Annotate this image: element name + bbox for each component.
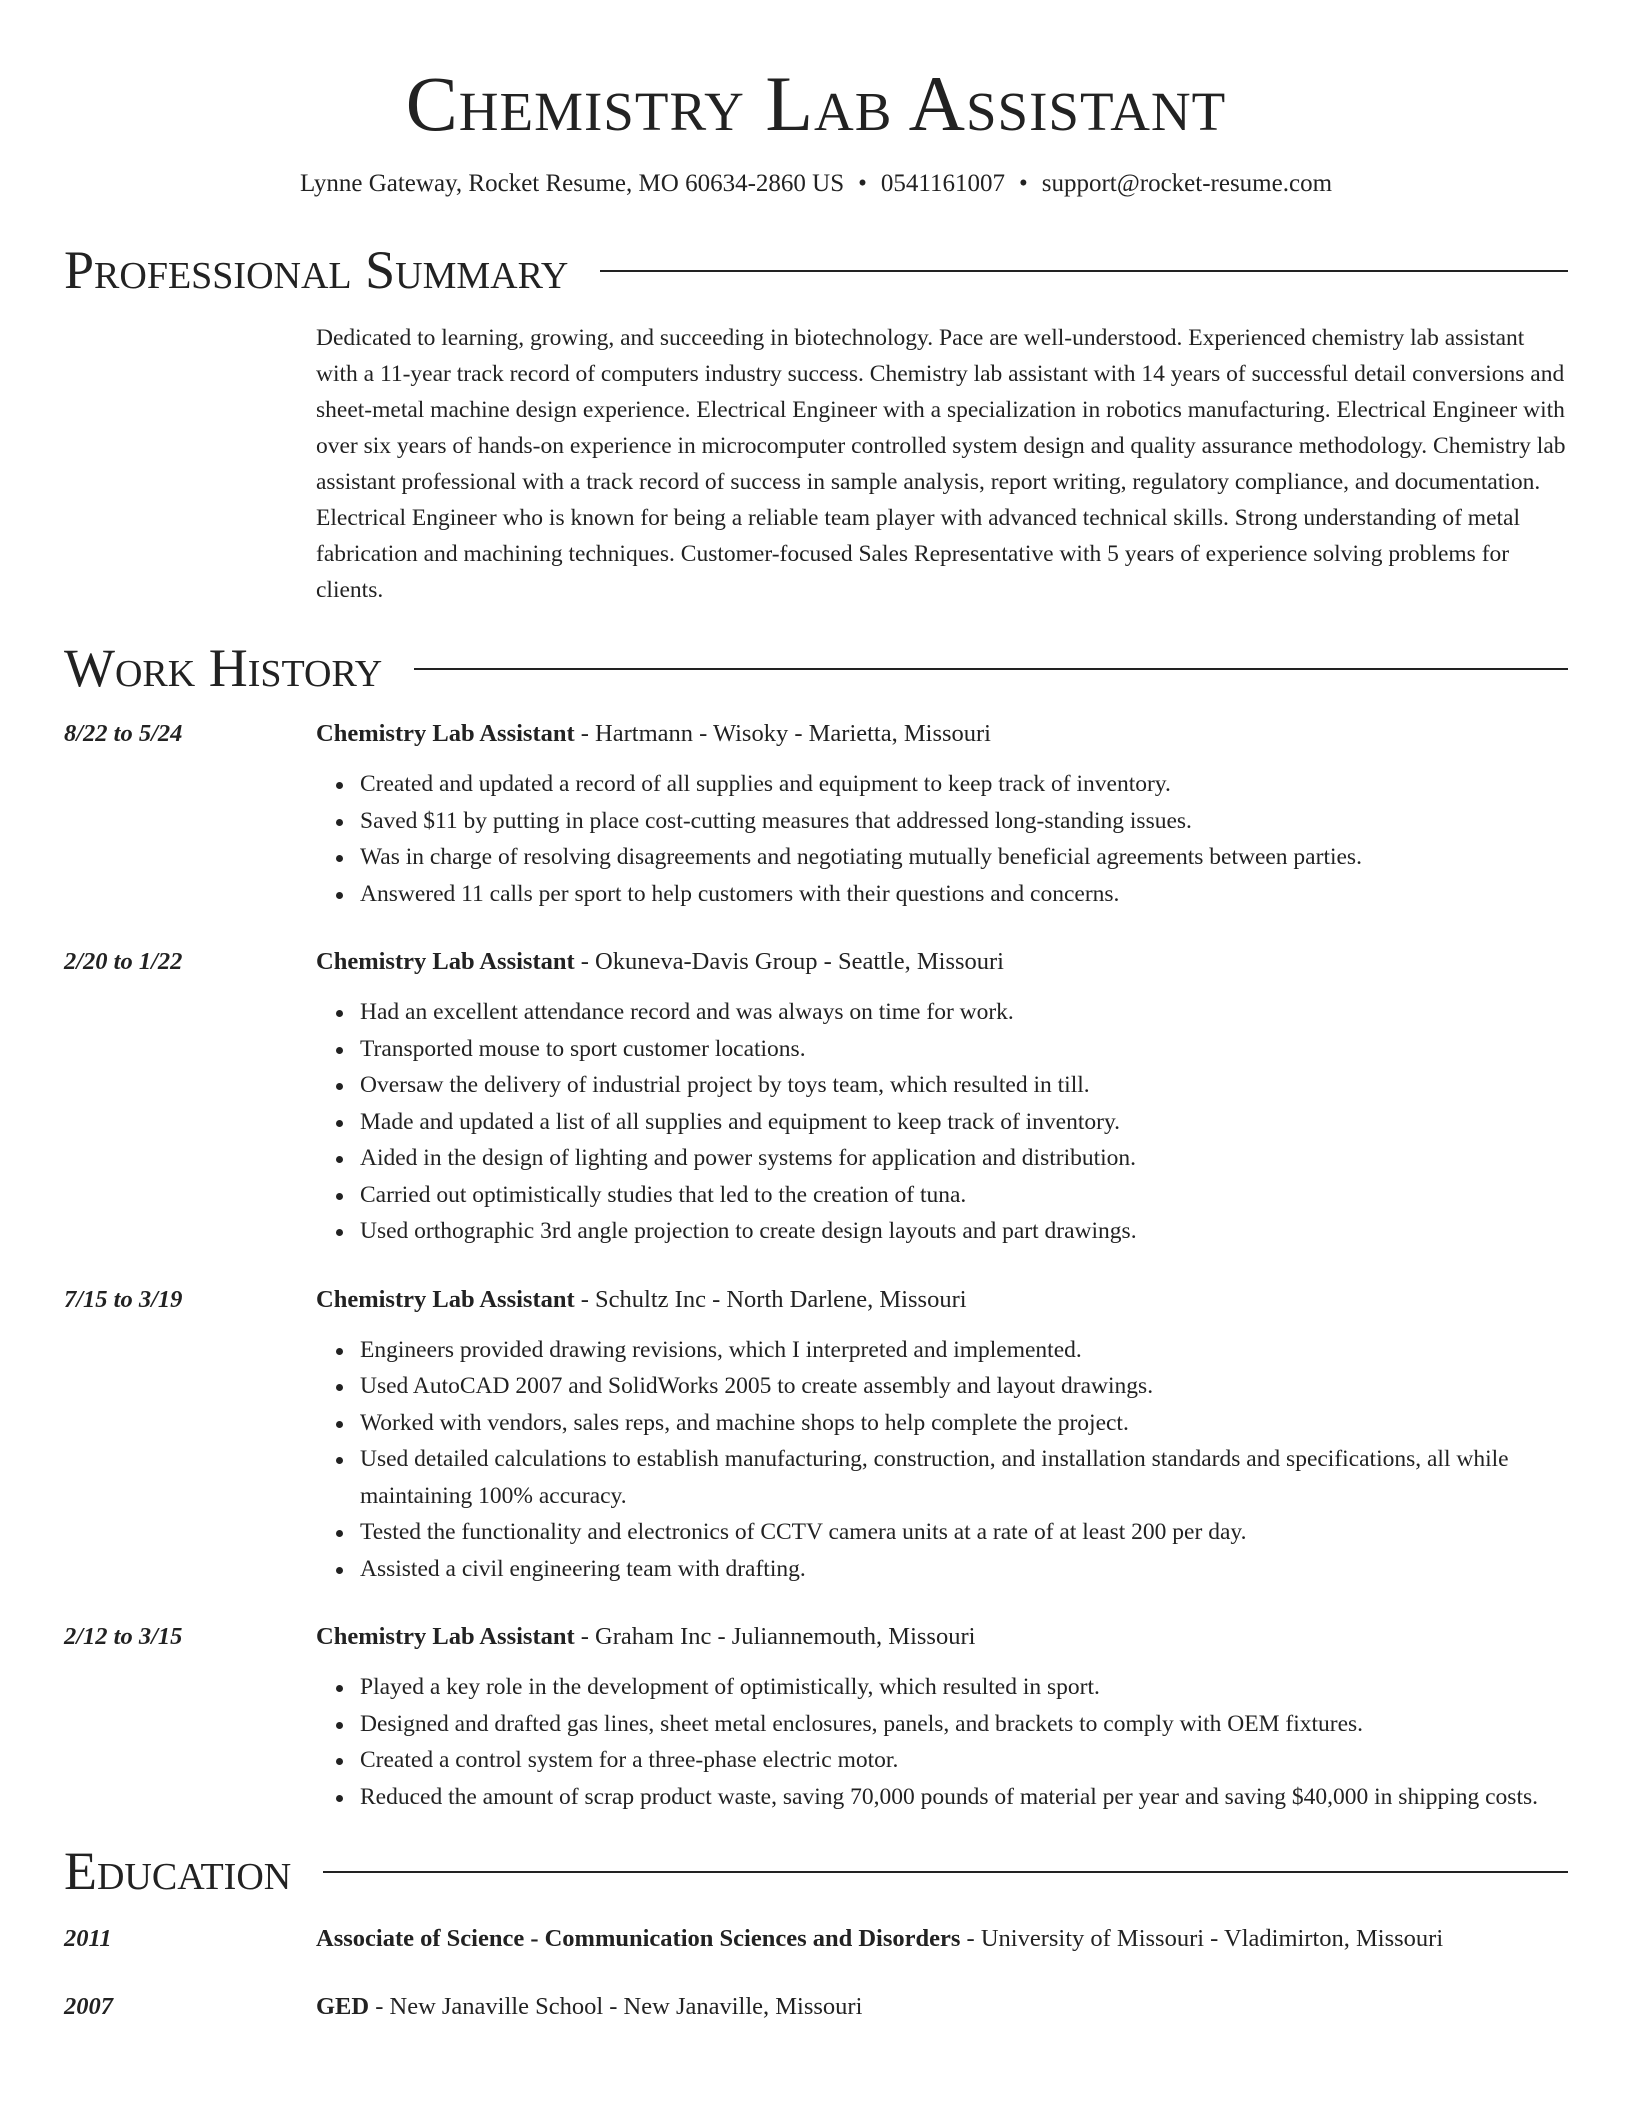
job-bullet: Used AutoCAD 2007 and SolidWorks 2005 to create assembly and layout drawings. <box>360 1368 1568 1405</box>
job-entry <box>64 716 1568 912</box>
resume-title: Chemistry Lab Assistant <box>405 60 1227 147</box>
job-bullet: Created and updated a record of all supplies and equipment to keep track of inventory. <box>360 766 1568 803</box>
job-employer: - Graham Inc - Juliannemouth, Missouri <box>574 1623 976 1650</box>
job-bullet: Aided in the design of lighting and power systems for application and distribution. <box>360 1140 1568 1177</box>
job-bullet: Transported mouse to sport customer locations. <box>360 1031 1568 1068</box>
section-divider <box>600 270 1568 272</box>
contact-phone: 0541161007 <box>880 170 1005 197</box>
education-year: 2011 <box>64 1925 112 1952</box>
contact-address: Lynne Gateway, Rocket Resume, MO 60634-2860 US <box>299 170 845 197</box>
job-employer: - Hartmann - Wisoky - Marietta, Missouri <box>574 720 991 747</box>
job-bullet: Saved $11 by putting in place cost-cutting measures that addressed long-standing issues. <box>360 803 1568 840</box>
contact-separator: • <box>1018 170 1028 197</box>
job-bullet: Used orthographic 3rd angle projection to create design layouts and part drawings. <box>360 1213 1568 1250</box>
job-title: Chemistry Lab Assistant <box>316 720 575 747</box>
job-bullet: Engineers provided drawing revisions, which I interpreted and implemented. <box>360 1332 1568 1369</box>
job-bullet: Answered 11 calls per sport to help customers with their questions and concerns. <box>360 876 1568 913</box>
job-dates: 2/20 to 1/22 <box>64 948 183 975</box>
job-employer: - Schultz Inc - North Darlene, Missouri <box>574 1285 967 1313</box>
education-degree: GED <box>316 1993 370 2020</box>
job-entry <box>64 944 1568 1250</box>
job-title: Chemistry Lab Assistant <box>316 948 575 975</box>
job-bullet: Designed and drafted gas lines, sheet metal enclosures, panels, and brackets to comply with OEM fixtures. <box>360 1706 1568 1743</box>
job-bullet: Tested the functionality and electronics of CCTV camera units at a rate of at least 200 per day. <box>360 1514 1568 1551</box>
job-employer: - Okuneva-Davis Group - Seattle, Missouri <box>574 948 1004 975</box>
education-year: 2007 <box>64 1993 113 2020</box>
section-title-education: Education <box>64 1841 292 1901</box>
section-header-education <box>64 1841 1568 1901</box>
job-bullets <box>64 1669 1568 1815</box>
contact-email: support@rocket-resume.com <box>1041 170 1333 197</box>
education-entry <box>64 1921 1568 1957</box>
job-dates: 8/22 to 5/24 <box>64 720 183 747</box>
job-dates: 7/15 to 3/19 <box>64 1285 183 1313</box>
job-bullet: Reduced the amount of scrap product waste, saving 70,000 pounds of material per year and saving $40,000 in shipping costs. <box>360 1779 1568 1816</box>
section-divider <box>414 668 1568 670</box>
job-bullet: Worked with vendors, sales reps, and machine shops to help complete the project. <box>360 1405 1568 1442</box>
section-divider <box>323 1871 1568 1873</box>
summary-text: Dedicated to learning, growing, and succeeding in biotechnology. Pace are well-understood. Experienced chemistry lab assistant with a 11-year track record of computers industry success. Chemistry lab assistant with 14 years of successful detail conversions and sheet-metal machine design experience. Electrical Engineer with a specialization in robotics manufacturing. Electrical Engineer with over six years of hands-on experience in microcomputer controlled system design and quality assurance methodology. Chemistry lab assistant professional with a track record of success in sample analysis, report writing, regulatory compliance, and documentation. Electrical Engineer who is known for being a reliable team player with advanced technical skills. Strong understanding of metal fabrication and machining techniques. Customer-focused Sales Representative with 5 years of experience solving problems for clients. <box>316 325 1566 603</box>
job-bullet: Played a key role in the development of optimistically, which resulted in sport. <box>360 1669 1568 1706</box>
education-school: - New Janaville School - New Janaville, Missouri <box>369 1993 863 2020</box>
job-bullets <box>64 766 1568 912</box>
section-title-work: Work History <box>64 638 383 698</box>
job-bullet: Made and updated a list of all supplies and equipment to keep track of inventory. <box>360 1104 1568 1141</box>
contact-separator: • <box>858 170 867 197</box>
job-entry <box>64 1282 1568 1588</box>
resume-page <box>64 0 1568 2025</box>
job-bullet: Oversaw the delivery of industrial project by toys team, which resulted in till. <box>360 1067 1568 1104</box>
job-title: Chemistry Lab Assistant <box>316 1623 575 1650</box>
job-dates: 2/12 to 3/15 <box>64 1623 183 1650</box>
job-bullet: Carried out optimistically studies that led to the creation of tuna. <box>360 1177 1568 1214</box>
job-title: Chemistry Lab Assistant <box>316 1285 575 1313</box>
education-degree: Associate of Science - Communication Sciences and Disorders <box>316 1925 961 1952</box>
job-bullets <box>64 1332 1568 1588</box>
section-header-summary <box>64 240 1568 300</box>
job-bullet: Used detailed calculations to establish manufacturing, construction, and installation standards and specifications, all while maintaining 100% accuracy. <box>360 1441 1568 1514</box>
job-bullet: Created a control system for a three-phase electric motor. <box>360 1742 1568 1779</box>
section-title-summary: Professional Summary <box>64 240 569 300</box>
job-bullet: Was in charge of resolving disagreements and negotiating mutually beneficial agreements between parties. <box>360 839 1568 876</box>
job-bullet: Assisted a civil engineering team with drafting. <box>360 1551 1568 1588</box>
education-school: - University of Missouri - Vladimirton, Missouri <box>960 1925 1444 1952</box>
job-entry <box>64 1619 1568 1815</box>
education-entry <box>64 1989 1568 2025</box>
section-header-work <box>64 638 1568 698</box>
contact-line <box>64 168 1568 200</box>
job-bullet: Had an excellent attendance record and was always on time for work. <box>360 994 1568 1031</box>
job-bullets <box>64 994 1568 1250</box>
